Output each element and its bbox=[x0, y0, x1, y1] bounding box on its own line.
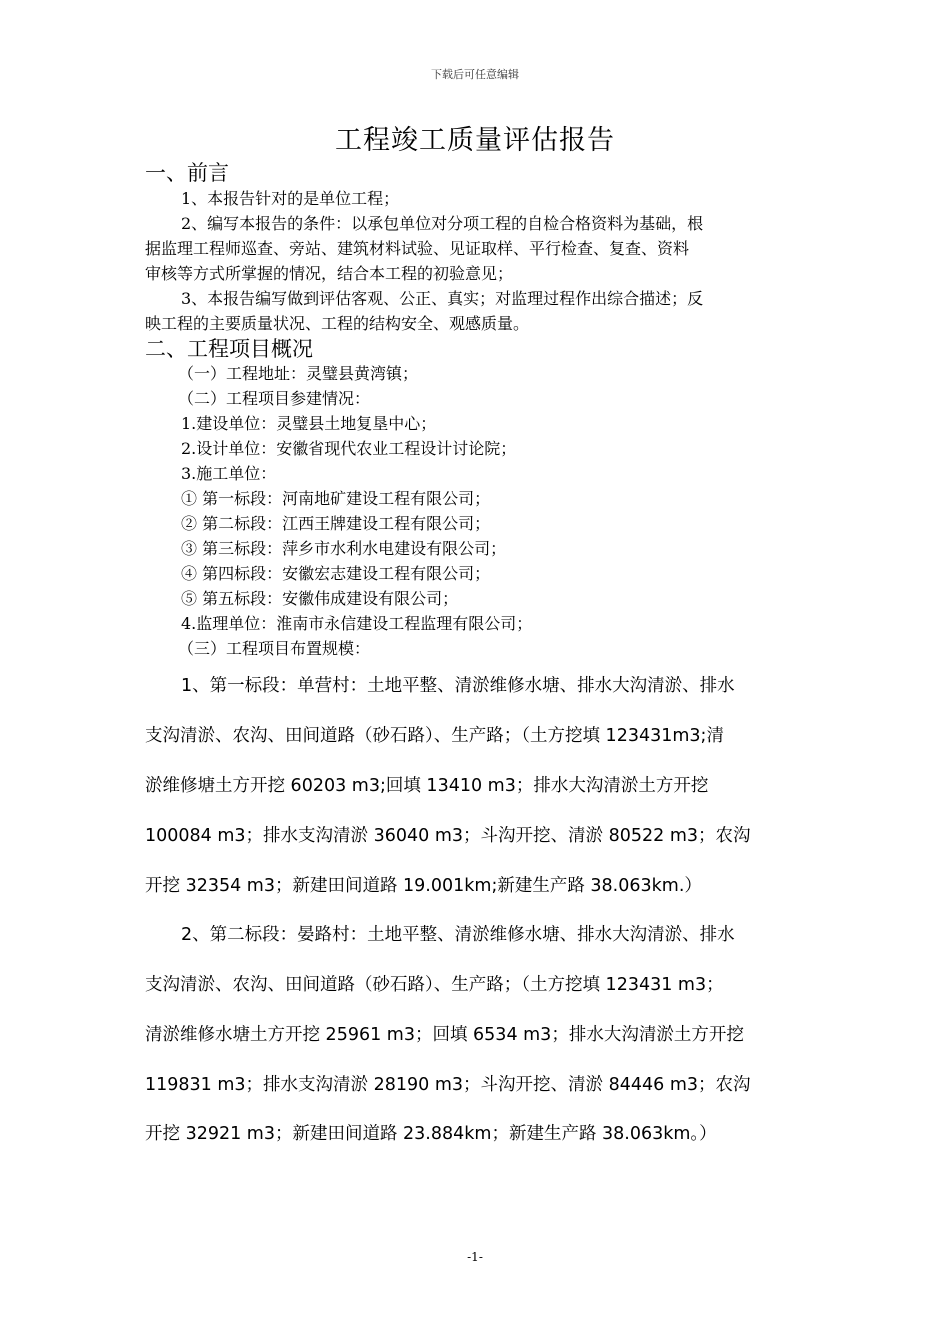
overview-line: ② 第二标段：江西王牌建设工程有限公司； bbox=[181, 514, 491, 533]
scale-line: 1、第一标段：单营村：土地平整、清淤维修水塘、排水大沟清淤、排水 bbox=[181, 676, 735, 696]
preface-line: 审核等方式所掌握的情况，结合本工程的初验意见； bbox=[145, 264, 514, 283]
header-note: 下载后可任意编辑 bbox=[431, 68, 519, 81]
preface-line: 1、本报告针对的是单位工程； bbox=[181, 189, 400, 208]
scale-line: 2、第二标段：晏路村：土地平整、清淤维修水塘、排水大沟清淤、排水 bbox=[181, 925, 735, 945]
overview-line: 3.施工单位： bbox=[181, 464, 277, 483]
preface-line: 据监理工程师巡查、旁站、建筑材料试验、见证取样、平行检查、复查、资料 bbox=[145, 239, 690, 258]
overview-line: 2.设计单位：安徽省现代农业工程设计讨论院； bbox=[181, 439, 517, 458]
scale-line: 清淤维修水塘土方开挖 25961 m3；回填 6534 m3；排水大沟清淤土方开挖 bbox=[145, 1025, 744, 1045]
scale-line: 100084 m3；排水支沟清淤 36040 m3；斗沟开挖、清淤 80522 m3；农沟 bbox=[145, 826, 751, 846]
overview-line: ① 第一标段：河南地矿建设工程有限公司； bbox=[181, 489, 491, 508]
preface-line: 3、本报告编写做到评估客观、公正、真实；对监理过程作出综合描述；反 bbox=[181, 289, 704, 308]
overview-line: （一）工程地址：灵璧县黄湾镇； bbox=[178, 364, 419, 383]
section-heading-overview: 二、工程项目概况 bbox=[145, 337, 313, 361]
scale-line: 支沟清淤、农沟、田间道路（砂石路）、生产路；（土方挖填 123431m3;清 bbox=[145, 726, 724, 746]
overview-line: 1.建设单位：灵璧县土地复垦中心； bbox=[181, 414, 437, 433]
page-number: -1- bbox=[467, 1250, 483, 1264]
overview-line: 4.监理单位：淮南市永信建设工程监理有限公司； bbox=[181, 614, 533, 633]
preface-line: 映工程的主要质量状况、工程的结构安全、观感质量。 bbox=[145, 314, 530, 333]
scale-line: 淤维修塘土方开挖 60203 m3;回填 13410 m3；排水大沟清淤土方开挖 bbox=[145, 776, 709, 796]
overview-line: （二）工程项目参建情况： bbox=[178, 389, 371, 408]
document-title: 工程竣工质量评估报告 bbox=[335, 125, 615, 156]
scale-line: 119831 m3；排水支沟清淤 28190 m3；斗沟开挖、清淤 84446 m3；农沟 bbox=[145, 1075, 751, 1095]
scale-line: 开挖 32354 m3；新建田间道路 19.001km;新建生产路 38.063km.） bbox=[145, 876, 702, 896]
overview-line: ④ 第四标段：安徽宏志建设工程有限公司； bbox=[181, 564, 491, 583]
preface-line: 2、编写本报告的条件：以承包单位对分项工程的自检合格资料为基础，根 bbox=[181, 214, 704, 233]
overview-line: ⑤ 第五标段：安徽伟成建设有限公司； bbox=[181, 589, 459, 608]
section-heading-preface: 一、前言 bbox=[145, 161, 229, 185]
scale-line: 开挖 32921 m3；新建田间道路 23.884km；新建生产路 38.063km。） bbox=[145, 1124, 717, 1144]
overview-line: （三）工程项目布置规模： bbox=[178, 639, 371, 658]
overview-line: ③ 第三标段：萍乡市水利水电建设有限公司； bbox=[181, 539, 507, 558]
scale-line: 支沟清淤、农沟、田间道路（砂石路）、生产路；（土方挖填 123431 m3； bbox=[145, 975, 724, 995]
